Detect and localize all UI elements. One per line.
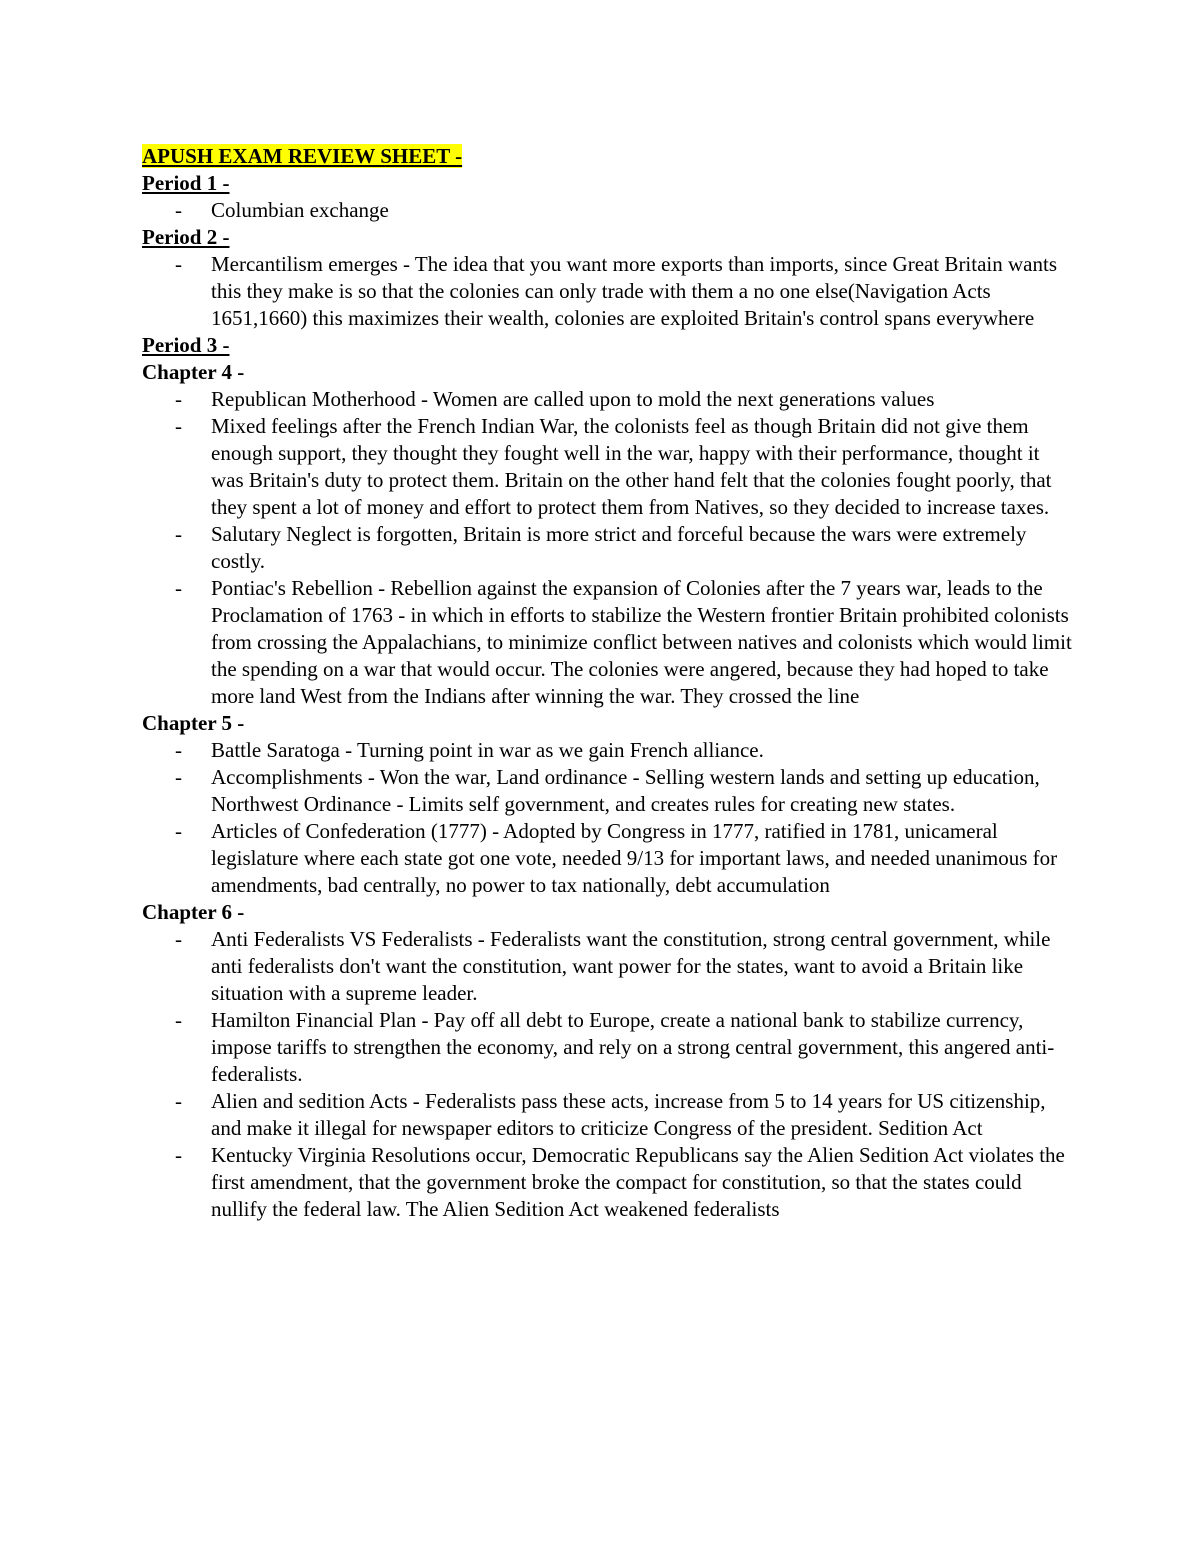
list-item	[142, 575, 1072, 710]
dash-bullet-icon: -	[175, 252, 182, 276]
dash-bullet-icon: -	[175, 1089, 182, 1113]
list-item-text: Alien and sedition Acts - Federalists pass these acts, increase from 5 to 14 years for US citizenship, and make it illegal for newspaper editors to criticize Congress of the president. Sedition Act	[211, 1089, 1046, 1140]
list-item-text: Battle Saratoga - Turning point in war as we gain French alliance.	[211, 738, 764, 762]
list-item-text: Accomplishments - Won the war, Land ordinance - Selling western lands and setting up education, Northwest Ordinance - Limits self government, and creates rules for creating new states.	[211, 765, 1040, 816]
bullet-list	[142, 251, 1072, 332]
list-item	[142, 1142, 1072, 1223]
list-item	[142, 737, 1072, 764]
dash-bullet-icon: -	[175, 1143, 182, 1167]
list-item	[142, 1088, 1072, 1142]
list-item	[142, 521, 1072, 575]
list-item-text: Salutary Neglect is forgotten, Britain is more strict and forceful because the wars were extremely costly.	[211, 522, 1027, 573]
section-heading	[142, 224, 1072, 251]
list-item-text: Mixed feelings after the French Indian War, the colonists feel as though Britain did not give them enough support, they thought they fought well in the war, happy with their performance, thought it was Britain's duty to protect them. Britain on the other hand felt that the colonies fought poorly, that they spent a lot of money and effort to protect them from Natives, so they decided to increase taxes.	[211, 414, 1052, 519]
document-page	[142, 143, 1072, 1223]
section-heading	[142, 332, 1072, 359]
section-heading-text: Period 3 -	[142, 333, 230, 357]
section-heading-text: Chapter 5 -	[142, 711, 245, 735]
section-heading-text: Period 2 -	[142, 225, 230, 249]
dash-bullet-icon: -	[175, 819, 182, 843]
list-item-text: Columbian exchange	[211, 198, 389, 222]
list-item-text: Pontiac's Rebellion - Rebellion against the expansion of Colonies after the 7 years war, leads to the Proclamation of 1763 - in which in efforts to stabilize the Western frontier Britain prohibited colonists from crossing the Appalachians, to minimize conflict between natives and colonists which would limit the spending on a war that would occur. The colonies were angered, because they had hoped to take more land West from the Indians after winning the war. They crossed the line	[211, 576, 1072, 708]
dash-bullet-icon: -	[175, 522, 182, 546]
dash-bullet-icon: -	[175, 738, 182, 762]
document-title: APUSH EXAM REVIEW SHEET -	[142, 144, 463, 168]
list-item	[142, 386, 1072, 413]
section-heading	[142, 899, 1072, 926]
dash-bullet-icon: -	[175, 414, 182, 438]
dash-bullet-icon: -	[175, 927, 182, 951]
list-item	[142, 764, 1072, 818]
section-heading-text: Period 1 -	[142, 171, 230, 195]
list-item	[142, 1007, 1072, 1088]
dash-bullet-icon: -	[175, 576, 182, 600]
list-item	[142, 251, 1072, 332]
bullet-list	[142, 386, 1072, 710]
list-item-text: Hamilton Financial Plan - Pay off all debt to Europe, create a national bank to stabilize currency, impose tariffs to strengthen the economy, and rely on a strong central government, this angered anti-federalists.	[211, 1008, 1055, 1086]
sections-container	[142, 170, 1072, 1223]
list-item-text: Articles of Confederation (1777) - Adopted by Congress in 1777, ratified in 1781, unicameral legislature where each state got one vote, needed 9/13 for important laws, and needed unanimous for amendments, bad centrally, no power to tax nationally, debt accumulation	[211, 819, 1058, 897]
dash-bullet-icon: -	[175, 765, 182, 789]
list-item-text: Anti Federalists VS Federalists - Federalists want the constitution, strong central government, while anti federalists don't want the constitution, want power for the states, want to avoid a Britain like situation with a supreme leader.	[211, 927, 1051, 1005]
title-line	[142, 143, 1072, 170]
dash-bullet-icon: -	[175, 387, 182, 411]
list-item	[142, 926, 1072, 1007]
section-heading	[142, 710, 1072, 737]
list-item-text: Kentucky Virginia Resolutions occur, Democratic Republicans say the Alien Sedition Act violates the first amendment, that the government broke the compact for constitution, so that the states could nullify the federal law. The Alien Sedition Act weakened federalists	[211, 1143, 1065, 1221]
dash-bullet-icon: -	[175, 198, 182, 222]
bullet-list	[142, 926, 1072, 1223]
section-heading	[142, 170, 1072, 197]
list-item-text: Mercantilism emerges - The idea that you want more exports than imports, since Great Britain wants this they make is so that the colonies can only trade with them a no one else(Navigation Acts 1651,1660) this maximizes their wealth, colonies are exploited Britain's control spans everywhere	[211, 252, 1057, 330]
section-heading-text: Chapter 4 -	[142, 360, 245, 384]
section-heading	[142, 359, 1072, 386]
list-item	[142, 413, 1072, 521]
dash-bullet-icon: -	[175, 1008, 182, 1032]
list-item-text: Republican Motherhood - Women are called upon to mold the next generations values	[211, 387, 935, 411]
bullet-list	[142, 197, 1072, 224]
section-heading-text: Chapter 6 -	[142, 900, 245, 924]
bullet-list	[142, 737, 1072, 899]
list-item	[142, 818, 1072, 899]
list-item	[142, 197, 1072, 224]
